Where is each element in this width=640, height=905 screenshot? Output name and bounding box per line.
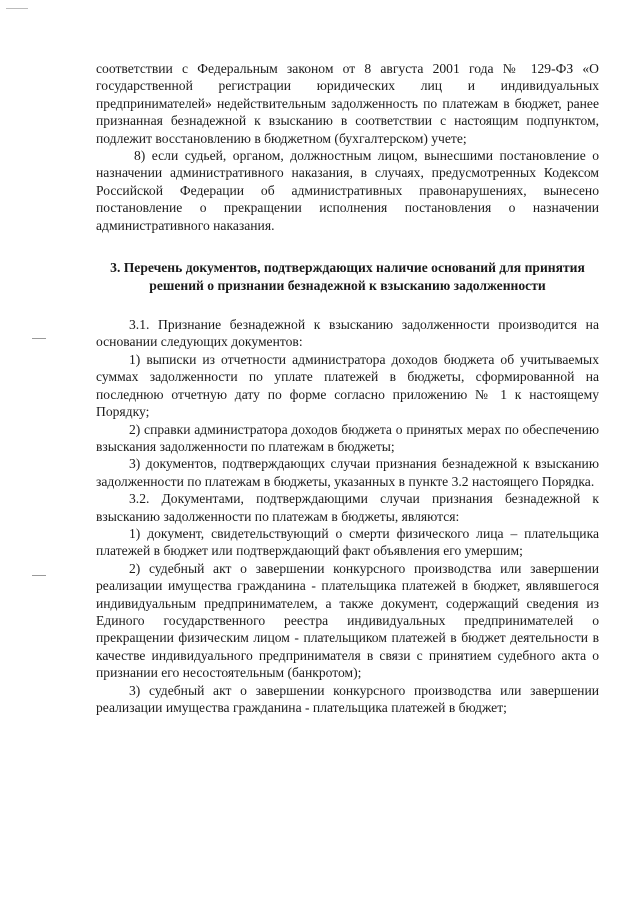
scan-artifact bbox=[32, 338, 46, 339]
list-item: 1) выписки из отчетности администратора доходов бюджета об учитываемых суммах задолженности по уплате платежей в бюджеты, сформированной на последнюю отчетную дату по форме согласно приложению № 1 к настоящему Порядку; bbox=[96, 351, 599, 420]
paragraph: 3.1. Признание безнадежной к взысканию задолженности производится на основании следующих документов: bbox=[96, 317, 599, 350]
paragraph: 8) если судьей, органом, должностным лицом, вынесшими постановление о назначении административного наказания, в случаях, предусмотренных Кодексом Российской Федерации об административных правонарушениях, вынесено постановление о прекращении исполнения постановления о назначении административного наказания. bbox=[96, 148, 599, 233]
paragraph: 3.2. Документами, подтверждающими случаи признания безнадежной к взысканию задолженности по платежам в бюджеты, являются: bbox=[96, 491, 599, 524]
list-item: 1) документ, свидетельствующий о смерти физического лица – плательщика платежей в бюджет или подтверждающий факт объявления его умершим; bbox=[96, 525, 599, 559]
list-item: 2) судебный акт о завершении конкурсного производства или завершении реализации имущества гражданина - плательщика платежей в бюджет, являвшегося индивидуальным предпринимателем, а также документ, содержащий сведения из Единого государственного реестра индивидуальных предпринимателей о прекращении физическим лицом - плательщиком платежей в бюджет деятельности в качестве индивидуального предпринимателя в связи с принятием судебного акта о признании его несостоятельным (банкротом); bbox=[96, 560, 599, 681]
scan-artifact bbox=[6, 8, 28, 9]
list-item: 3) судебный акт о завершении конкурсного производства или завершении реализации имущества гражданина - плательщика платежей в бюджет; bbox=[96, 682, 599, 715]
list-item: 2) справки администратора доходов бюджета о принятых мерах по обеспечению взыскания задолженности по платежам в бюджеты; bbox=[96, 421, 599, 454]
section-heading: 3. Перечень документов, подтверждающих наличие оснований для принятия решений о признании безнадежной к взысканию задолженности bbox=[110, 260, 585, 294]
list-item: 3) документов, подтверждающих случаи признания безнадежной к взысканию задолженности по платежам в бюджеты, указанных в пункте 3.2 настоящего Порядка. bbox=[96, 456, 599, 489]
scan-artifact bbox=[32, 575, 46, 576]
document-page bbox=[96, 60, 599, 716]
paragraph: соответствии с Федеральным законом от 8 августа 2001 года № 129-ФЗ «О государственной регистрации юридических лиц и индивидуальных предпринимателей» недействительным задолженность по платежам в бюджет, ранее признанная безнадежной к взысканию в соответствии с настоящим подпунктом, подлежит восстановлению в бюджетном (бухгалтерском) учете; bbox=[96, 61, 599, 146]
